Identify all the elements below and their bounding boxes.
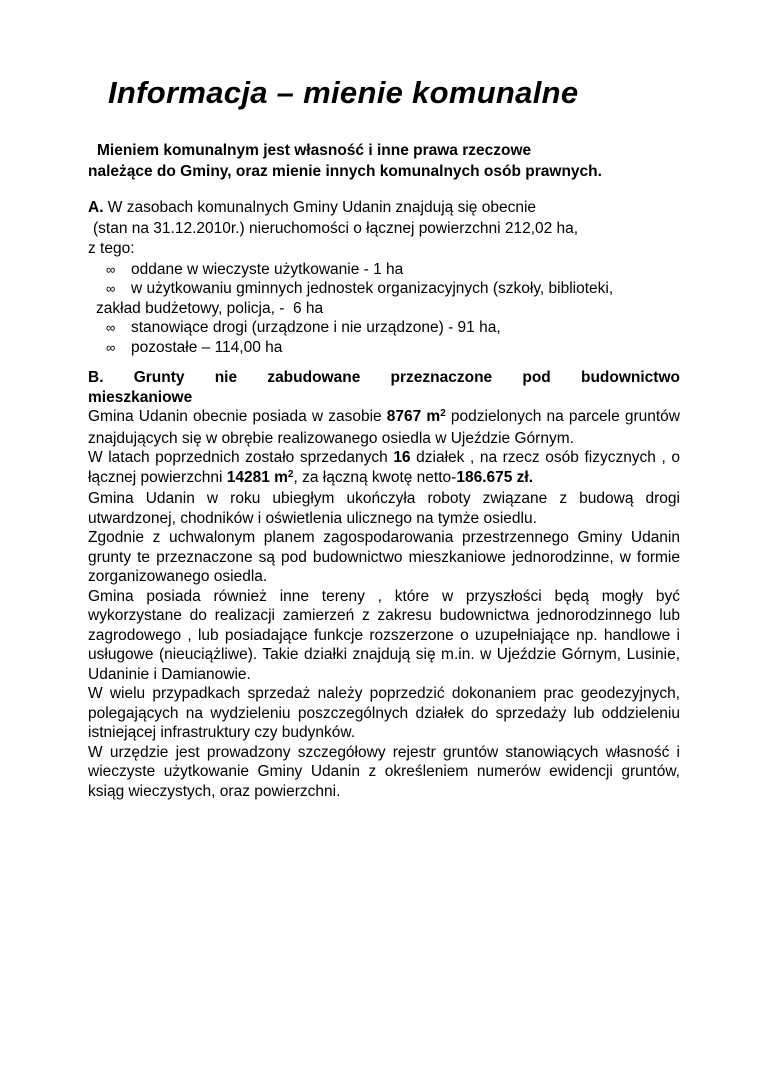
intro-line-2: należące do Gminy, oraz mienie innych komunalnych osób prawnych. <box>88 163 602 180</box>
paragraph-2-bold-area: 14281 m <box>226 468 288 486</box>
document-title: Informacja – mienie komunalne <box>108 75 579 110</box>
list-item <box>88 279 680 299</box>
paragraph-2-text: W latach poprzednich zostało sprzedanych <box>88 449 394 466</box>
intro-line-1: Mieniem komunalnym jest własność i inne prawa rzeczowe <box>97 142 532 159</box>
list-item-text: w użytkowaniu gminnych jednostek organizacyjnych (szkoły, biblioteki, <box>131 280 614 297</box>
list-item <box>88 318 680 338</box>
section-a-line-1 <box>88 198 680 219</box>
section-b-heading <box>88 368 680 407</box>
paragraph-2-text: , za łączną kwotę netto- <box>293 468 457 486</box>
paragraph-1-bold-area: 8767 m <box>386 408 441 425</box>
paragraph-1 <box>88 407 680 448</box>
section-b-heading-line-2: mieszkaniowe <box>88 388 193 406</box>
list-item <box>88 260 680 280</box>
paragraph-2 <box>88 448 680 489</box>
infinity-bullet-icon: ∞ <box>106 339 116 355</box>
paragraph-1-text: Gmina Udanin obecnie posiada w zasobie <box>88 408 387 425</box>
paragraph-2-text: działek , na rzecz osób fizycznych , o łącznej powierzchni <box>88 449 681 486</box>
paragraph-7: W urzędzie jest prowadzony szczegółowy rejestr gruntów stanowiących własność i wieczyste użytkowanie Gminy Udanin z określeniem numerów ewidencji gruntów, ksiąg wieczystych, oraz powierzchni. <box>88 743 680 800</box>
list-item-text: oddane w wieczyste użytkowanie - 1 ha <box>131 260 404 278</box>
infinity-bullet-icon: ∞ <box>106 261 116 277</box>
section-b <box>88 368 680 801</box>
paragraph-4: Zgodnie z uchwalonym planem zagospodarowania przestrzennego Gminy Udanin grunty te przeznaczone są pod budownictwo mieszkaniowe jednorodzinne, w formie zorganizowanego osiedla. <box>88 529 680 585</box>
list-item <box>88 338 680 358</box>
paragraph-1-text: podzielonych na parcele gruntów znajdujących się w obrębie realizowanego osiedla w Ujeździe Górnym. <box>88 408 680 447</box>
section-a-line-2: (stan na 31.12.2010r.) nieruchomości o łącznej powierzchni 212,02 ha, <box>93 219 579 237</box>
list-item-text: pozostałe – 114,00 ha <box>131 338 283 356</box>
document-page <box>0 74 768 1068</box>
infinity-bullet-icon: ∞ <box>106 281 116 296</box>
list-item-text: stanowiące drogi (urządzone i nie urządzone) - 91 ha, <box>131 319 501 336</box>
paragraph-6: W wielu przypadkach sprzedaż należy poprzedzić dokonaniem prac geodezyjnych, polegających na wydzieleniu poszczególnych działek do sprzedaży lub oddzieleniu istniejącej infrastruktury czy budynków. <box>88 685 680 741</box>
paragraph-3: Gmina Udanin w roku ubiegłym ukończyła roboty związane z budową drogi utwardzonej, chodników i oświetlenia ulicznego na tymże osiedlu. <box>88 490 680 527</box>
section-a <box>88 198 680 260</box>
paragraph-1-superscript: 2 <box>440 408 446 419</box>
paragraph-5: Gmina posiada również inne tereny , które w przyszłości będą mogły być wykorzystane do realizacji zamierzeń z zakresu budownictwa jednorodzinnego lub zagrodowego , lub posiadające funkcje rozszerzone o uzupełniające np. handlowe i usługowe (nieuciążliwe). Takie działki znajdują się m.in. w Ujeździe Górnym, Lusinie, Udaninie i Damianowie. <box>88 587 680 683</box>
bullet-list <box>88 260 680 358</box>
section-a-label: A. <box>88 199 104 216</box>
infinity-bullet-icon: ∞ <box>106 320 116 335</box>
section-a-line-1-text: W zasobach komunalnych Gminy Udanin znajdują się obecnie <box>103 199 537 216</box>
intro-paragraph <box>88 140 680 182</box>
list-item-continuation: zakład budżetowy, policja, - 6 ha <box>96 299 324 317</box>
section-b-heading-line-1: B. Grunty nie zabudowane przeznaczone pod budownictwo <box>88 369 680 386</box>
paragraph-2-superscript: 2 <box>287 468 294 480</box>
paragraph-2-bold-count: 16 <box>393 449 411 466</box>
paragraph-2-bold-amount: 186.675 zł. <box>456 468 534 486</box>
section-a-line-3: z tego: <box>88 240 135 257</box>
